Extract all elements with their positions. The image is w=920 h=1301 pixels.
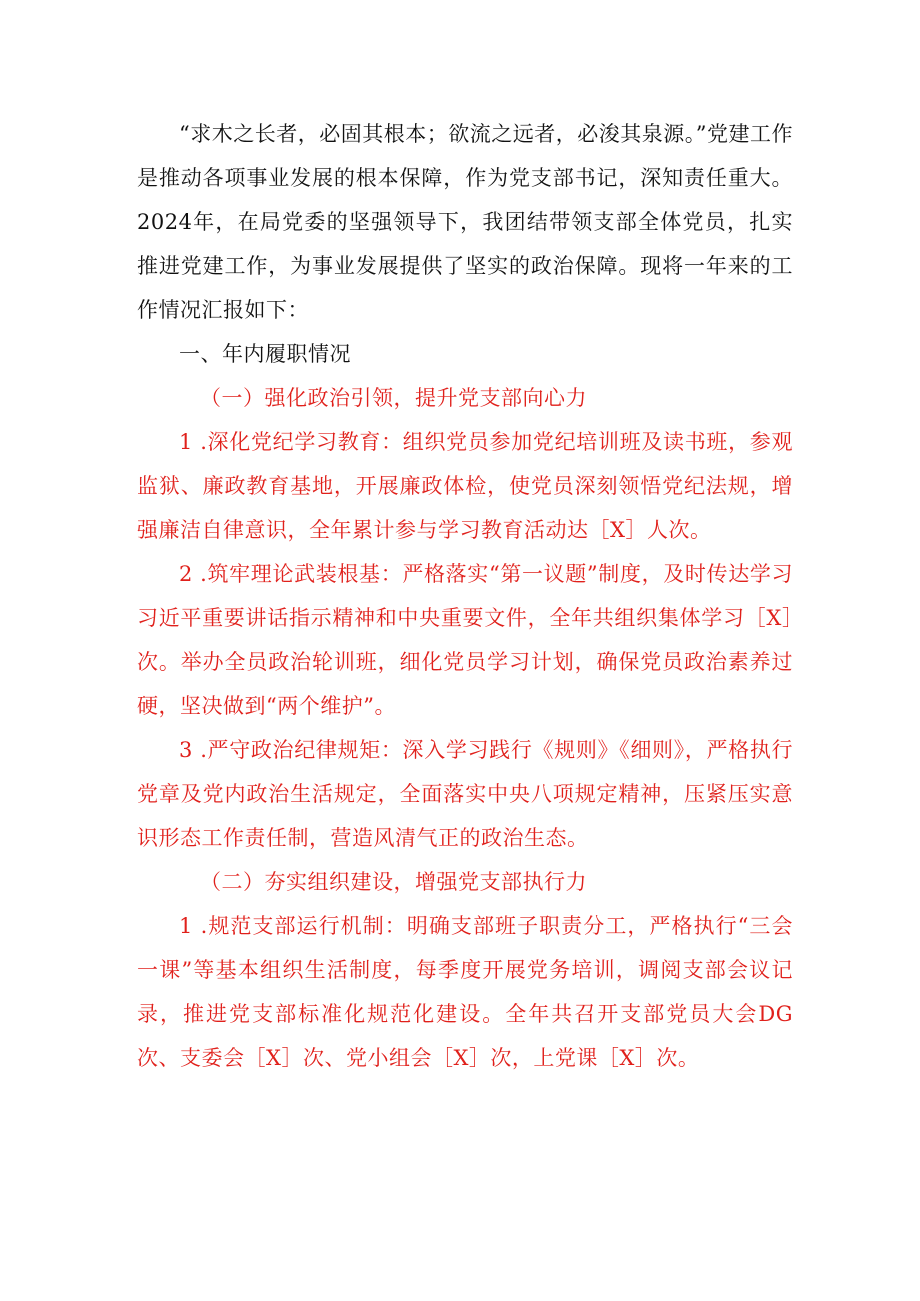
intro-paragraph: “求木之长者，必固其根本；欲流之远者，必浚其泉源。”党建工作是推动各项事业发展的根本保障，作为党支部书记，深知责任重大。2024年，在局党委的坚强领导下，我团结带领支部全体党员，扎实推进党建工作，为事业发展提供了坚实的政治保障。现将一年来的工作情况汇报如下：	[137, 122, 793, 322]
subsection-heading-1: （一）强化政治引领，提升党支部向心力	[200, 386, 587, 410]
section-heading-1: 一、年内履职情况	[179, 342, 351, 366]
item-paragraph-1-1: 1 .深化党纪学习教育：组织党员参加党纪培训班及读书班，参观监狱、廉政教育基地，开展廉政体检，使党员深刻领悟党纪法规，增强廉洁自律意识，全年累计参与学习教育活动达［X］人次。	[137, 430, 793, 542]
document-body	[137, 112, 793, 1080]
item-paragraph-2-1: 1 .规范支部运行机制：明确支部班子职责分工，严格执行“三会一课”等基本组织生活制度，每季度开展党务培训，调阅支部会议记录，推进党支部标准化规范化建设。全年共召开支部党员大会DG次、支委会［X］次、党小组会［X］次，上党课［X］次。	[137, 914, 793, 1070]
subsection-heading-2: （二）夯实组织建设，增强党支部执行力	[200, 870, 587, 894]
item-paragraph-1-3: 3 .严守政治纪律规矩：深入学习践行《规则》《细则》，严格执行党章及党内政治生活规定，全面落实中央八项规定精神，压紧压实意识形态工作责任制，营造风清气正的政治生态。	[137, 738, 793, 850]
item-paragraph-1-2: 2 .筑牢理论武装根基：严格落实“第一议题”制度，及时传达学习习近平重要讲话指示精神和中央重要文件，全年共组织集体学习［X］次。举办全员政治轮训班，细化党员学习计划，确保党员政治素养过硬，坚决做到“两个维护”。	[137, 562, 793, 718]
